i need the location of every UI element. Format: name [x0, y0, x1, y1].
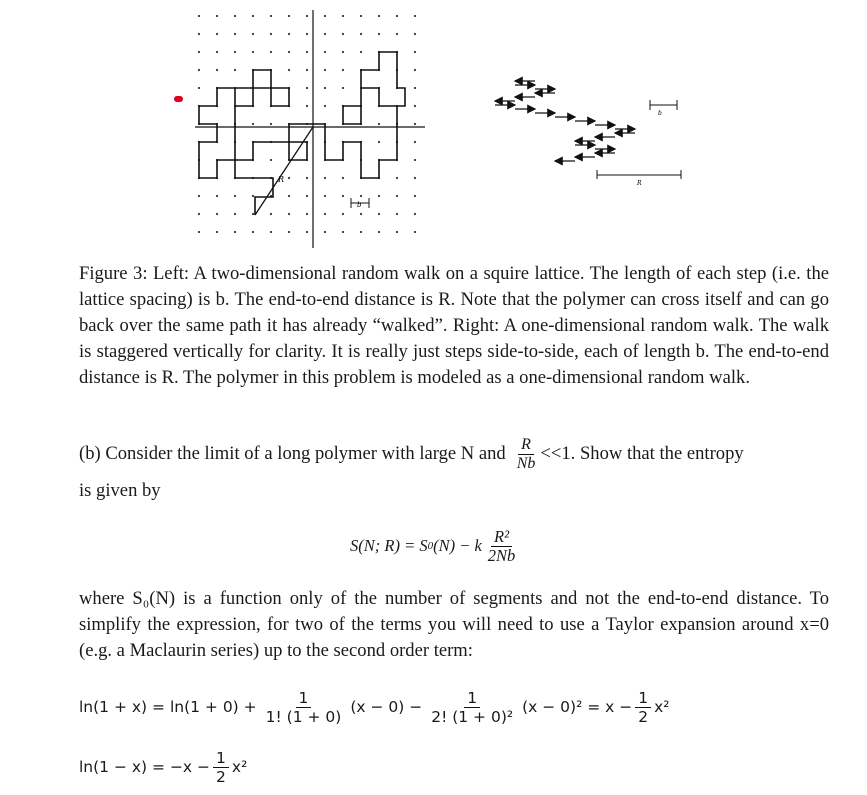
end-to-end-marker-R: [597, 170, 681, 179]
lattice-dot: [252, 51, 254, 53]
entropy-mid: (N) − k: [433, 536, 482, 555]
lattice-dot: [414, 15, 416, 17]
lattice-dot: [270, 231, 272, 233]
taylor1-f3-den: 2: [638, 707, 649, 726]
taylor1-tail: (x − 0)² = x −: [522, 698, 633, 716]
ratio-den: Nb: [516, 454, 536, 472]
lattice-dot: [234, 231, 236, 233]
lattice-dot: [396, 195, 398, 197]
taylor1-frac3: [635, 689, 651, 726]
part-b-prefix: (b) Consider the limit of a long polymer with large N and: [79, 443, 506, 464]
lattice-dot: [216, 15, 218, 17]
entropy-num: R²: [491, 528, 512, 547]
taylor-ln-1-plus-x: [79, 680, 669, 734]
taylor1-mid: (x − 0) −: [350, 698, 423, 716]
lattice-dot: [378, 195, 380, 197]
lattice-dot: [342, 51, 344, 53]
lattice-dot: [378, 213, 380, 215]
lattice-dot: [306, 33, 308, 35]
lattice-dot: [414, 33, 416, 35]
lattice-dot: [198, 33, 200, 35]
walk-path: [199, 52, 405, 215]
lattice-dot: [396, 15, 398, 17]
lattice-dot: [216, 69, 218, 71]
entropy-sub: 0: [427, 540, 434, 552]
lattice-dot: [342, 15, 344, 17]
lattice-dot: [234, 69, 236, 71]
entropy-equation: [350, 520, 518, 572]
lattice-dot: [378, 15, 380, 17]
lattice-dot: [270, 51, 272, 53]
spacing-marker-b-right: [650, 100, 677, 110]
lattice-dot: [324, 51, 326, 53]
lattice-dot: [288, 213, 290, 215]
lattice-dot: [396, 33, 398, 35]
taylor2-f-num: 1: [213, 749, 229, 768]
lattice-dot: [342, 195, 344, 197]
lattice-dot: [360, 195, 362, 197]
random-walk-2d-figure: [195, 10, 425, 250]
entropy-den: 2Nb: [487, 545, 516, 565]
lattice-dot: [414, 231, 416, 233]
lattice-dot: [306, 51, 308, 53]
lattice-dot: [198, 15, 200, 17]
label-R: R: [278, 175, 285, 184]
lattice-dot: [288, 195, 290, 197]
lattice-dot: [324, 33, 326, 35]
lattice-dot: [234, 195, 236, 197]
lattice-dot: [324, 87, 326, 89]
taylor1-f1-den: 1! (1 + 0): [265, 707, 342, 726]
lattice-dot: [234, 33, 236, 35]
lattice-dot: [414, 195, 416, 197]
taylor1-frac1: [263, 689, 345, 726]
lattice-dot: [234, 51, 236, 53]
where-paragraph: where S₀(N) is a function only of the number of segments and not the end-to-end distance. To simplify the expression, for two of the terms you will need to use a Taylor expansion around x=0 (e.g. a Maclaurin series) up to the second order term:: [79, 588, 829, 661]
entropy-fraction: [485, 528, 519, 565]
taylor1-f2-num: 1: [464, 689, 480, 708]
lattice-dot: [414, 87, 416, 89]
part-b-line1: [79, 432, 829, 476]
ratio-num: R: [518, 436, 534, 455]
lattice-dot: [216, 51, 218, 53]
random-walk-1d-figure: [475, 75, 690, 185]
lattice-dot: [234, 15, 236, 17]
lattice-dot: [342, 87, 344, 89]
lattice-dot: [414, 141, 416, 143]
lattice-dot: [216, 213, 218, 215]
lattice-dot: [414, 159, 416, 161]
lattice-dot: [306, 195, 308, 197]
lattice-dot: [252, 213, 254, 215]
lattice-dot: [270, 213, 272, 215]
lattice-dot: [396, 177, 398, 179]
lattice-dot: [414, 213, 416, 215]
lattice-dot: [396, 231, 398, 233]
lattice-dot: [306, 87, 308, 89]
lattice-dot: [306, 105, 308, 107]
lattice-dot: [288, 51, 290, 53]
taylor1-frac2: [428, 689, 516, 726]
taylor2-f-den: 2: [216, 767, 226, 786]
lattice-dot: [324, 105, 326, 107]
lattice-dot: [360, 51, 362, 53]
part-b-suffix: <<1. Show that the entropy: [540, 443, 744, 464]
lattice-dot: [288, 177, 290, 179]
lattice-dot: [324, 69, 326, 71]
lattice-dot: [270, 159, 272, 161]
lattice-dot: [306, 69, 308, 71]
lattice-dot: [216, 195, 218, 197]
lattice-dot: [306, 15, 308, 17]
taylor2-frac: [213, 749, 229, 786]
lattice-dot: [342, 69, 344, 71]
taylor1-f2-den: 2! (1 + 0)²: [431, 707, 514, 726]
lattice-dot: [306, 231, 308, 233]
lattice-dot: [270, 123, 272, 125]
lattice-dot: [396, 213, 398, 215]
lattice-dot: [270, 15, 272, 17]
lattice-dot: [234, 213, 236, 215]
annotation-dot: [174, 96, 183, 102]
lattice-dot: [288, 15, 290, 17]
lattice-dot: [198, 87, 200, 89]
lattice-dot: [324, 195, 326, 197]
lattice-dot: [378, 33, 380, 35]
lattice-dot: [306, 213, 308, 215]
lattice-dot: [414, 177, 416, 179]
lattice-dot: [198, 231, 200, 233]
lattice-dot: [198, 213, 200, 215]
lattice-dot: [360, 213, 362, 215]
lattice-dot: [288, 33, 290, 35]
entropy-lhs: S(N; R) = S: [350, 536, 428, 555]
lattice-dot: [198, 69, 200, 71]
lattice-dot: [342, 33, 344, 35]
end-to-end-vector: [255, 127, 313, 215]
lattice-dot: [324, 15, 326, 17]
lattice-dot: [324, 177, 326, 179]
lattice-dot: [270, 33, 272, 35]
lattice-dot: [360, 231, 362, 233]
part-b-line2: is given by: [79, 480, 161, 501]
lattice-dot: [414, 123, 416, 125]
lattice-dot: [360, 33, 362, 35]
figure-caption: Figure 3: Left: A two-dimensional random walk on a squire lattice. The length of each step (i.e. the lattice spacing) is b. The end-to-end distance is R. Note that the polymer can cross itself and can go back over the same path it has already “walked”. Right: A one-dimensional random walk. The walk is staggered vertically for clarity. It is really just steps side-to-side, each of length b. The end-to-end distance is R. The polymer in this problem is modeled as a one-dimensional random walk.: [79, 263, 829, 388]
label-b-right: b: [658, 110, 662, 117]
lattice-dot: [252, 123, 254, 125]
lattice-dot: [216, 33, 218, 35]
lattice-dot: [198, 51, 200, 53]
lattice-dot: [288, 231, 290, 233]
taylor-ln-1-minus-x: [79, 742, 247, 792]
taylor1-f1-num: 1: [296, 689, 312, 708]
taylor1-lhs: ln(1 + x) = ln(1 + 0) +: [79, 698, 257, 716]
lattice-dot: [378, 123, 380, 125]
ratio-fraction: [514, 436, 539, 473]
taylor2-end: x²: [231, 758, 248, 776]
lattice-dot: [414, 105, 416, 107]
lattice-dot: [216, 231, 218, 233]
lattice-dot: [342, 177, 344, 179]
lattice-dot: [252, 15, 254, 17]
lattice-dot: [252, 195, 254, 197]
lattice-dot: [414, 51, 416, 53]
lattice-dot: [252, 33, 254, 35]
lattice-dot: [414, 69, 416, 71]
lattice-dot: [342, 231, 344, 233]
lattice-dot: [306, 177, 308, 179]
lattice-dot: [378, 141, 380, 143]
lattice-dot: [252, 231, 254, 233]
lattice-dot: [324, 213, 326, 215]
label-b: b: [357, 201, 362, 209]
lattice-dot: [342, 213, 344, 215]
taylor1-end: x²: [654, 698, 670, 716]
label-R-right: R: [637, 180, 642, 185]
lattice-dot: [324, 231, 326, 233]
lattice-dot: [378, 231, 380, 233]
taylor1-f3-num: 1: [635, 689, 651, 708]
lattice-dot: [360, 15, 362, 17]
lattice-dot: [198, 195, 200, 197]
lattice-dot: [288, 69, 290, 71]
taylor2-lhs: ln(1 − x) = −x −: [79, 758, 211, 776]
